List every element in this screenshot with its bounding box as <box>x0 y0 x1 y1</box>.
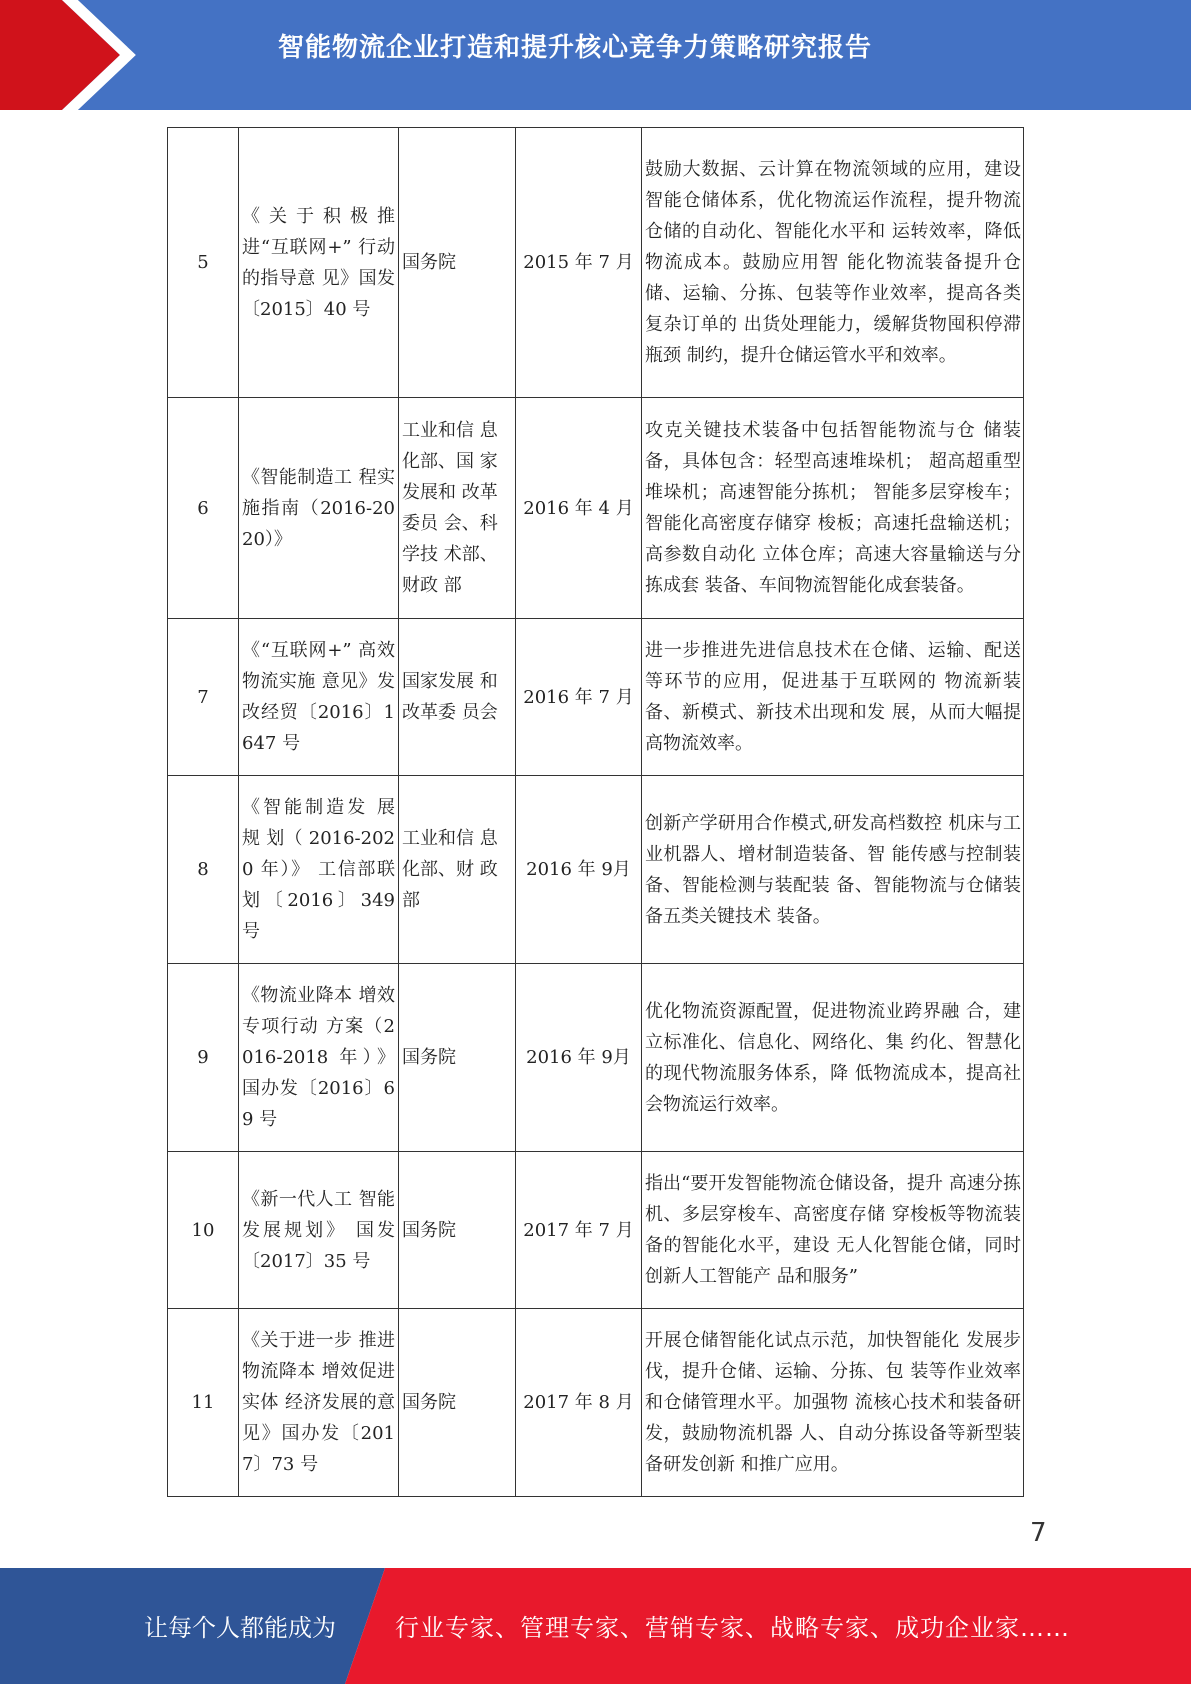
issue-date: 2016 年 9月 <box>516 964 642 1152</box>
table-row <box>168 1152 1024 1309</box>
policy-name: 《新一代人工 智能发展规划》 国发〔2017〕35 号 <box>239 1152 399 1309</box>
policy-name: 《关于积极推 进“互联网+” 行动的指导意 见》国发〔2015〕40 号 <box>239 128 399 398</box>
issue-date: 2015 年 7 月 <box>516 128 642 398</box>
policy-name: 《关于进一步 推进物流降本 增效促进实体 经济发展的意 见》国办发〔2017〕73 号 <box>239 1309 399 1497</box>
policy-content: 攻克关键技术装备中包括智能物流与仓 储装备，具体包含：轻型高速堆垛机； 超高超重型堆垛机；高速智能分拣机； 智能多层穿梭车；智能化高密度存储穿 梭板；高速托盘输送机；高参数自动化 立体仓库；高速大容量输送与分拣成套 装备、车间物流智能化成套装备。 <box>642 398 1024 619</box>
policy-name: 《物流业降本 增效专项行动 方案（2016-2018 年）》国办发〔2016〕69 号 <box>239 964 399 1152</box>
row-number: 10 <box>168 1152 239 1309</box>
table-row <box>168 964 1024 1152</box>
page-footer <box>0 1568 1191 1684</box>
issuing-department: 国务院 <box>399 964 516 1152</box>
issue-date: 2016 年 9月 <box>516 776 642 964</box>
policy-name: 《智能制造工 程实施指南（2016-2020）》 <box>239 398 399 619</box>
issuing-department: 工业和信 息化部、财 政部 <box>399 776 516 964</box>
header-arrow-decoration <box>0 0 200 110</box>
report-title: 智能物流企业打造和提升核心竞争力策略研究报告 <box>277 33 872 63</box>
footer-slogan-left: 让每个人都能成为 <box>144 1614 336 1642</box>
row-number: 5 <box>168 128 239 398</box>
table-row <box>168 398 1024 619</box>
table-row <box>168 776 1024 964</box>
row-number: 9 <box>168 964 239 1152</box>
issue-date: 2017 年 7 月 <box>516 1152 642 1309</box>
footer-slogan-right: 行业专家、管理专家、营销专家、战略专家、成功企业家…… <box>395 1614 1070 1642</box>
issue-date: 2016 年 4 月 <box>516 398 642 619</box>
policy-content: 创新产学研用合作模式,研发高档数控 机床与工业机器人、增材制造装备、智 能传感与控制装备、智能检测与装配装 备、智能物流与仓储装备五类关键技术 装备。 <box>642 776 1024 964</box>
policy-name: 《“互联网+” 高效物流实施 意见》发改经贸〔2016〕1647 号 <box>239 619 399 776</box>
issuing-department: 国务院 <box>399 1152 516 1309</box>
issuing-department: 工业和信 息化部、国 家发展和 改革委员 会、科学技 术部、财政 部 <box>399 398 516 619</box>
row-number: 6 <box>168 398 239 619</box>
policy-content: 指出“要开发智能物流仓储设备，提升 高速分拣机、多层穿梭车、高密度存储 穿梭板等物流装备的智能化水平，建设 无人化智能仓储，同时创新人工智能产 品和服务” <box>642 1152 1024 1309</box>
table-row <box>168 619 1024 776</box>
row-number: 8 <box>168 776 239 964</box>
policy-content: 优化物流资源配置，促进物流业跨界融 合，建立标准化、信息化、网络化、集 约化、智慧化的现代物流服务体系，降 低物流成本，提高社会物流运行效率。 <box>642 964 1024 1152</box>
issue-date: 2017 年 8 月 <box>516 1309 642 1497</box>
issuing-department: 国务院 <box>399 1309 516 1497</box>
row-number: 11 <box>168 1309 239 1497</box>
policy-content: 鼓励大数据、云计算在物流领域的应用，建设智能仓储体系，优化物流运作流程，提升物流仓储的自动化、智能化水平和 运转效率，降低物流成本。鼓励应用智 能化物流装备提升仓储、运输、分拣、包装等作业效率，提高各类复杂订单的 出货处理能力，缓解货物囤积停滞瓶颈 制约，提升仓储运管水平和效率。 <box>642 128 1024 398</box>
page-header <box>0 0 1191 110</box>
page-number: 7 <box>1030 1518 1047 1548</box>
table-row <box>168 128 1024 398</box>
policy-content: 进一步推进先进信息技术在仓储、运输、配送等环节的应用，促进基于互联网的 物流新装备、新模式、新技术出现和发 展，从而大幅提高物流效率。 <box>642 619 1024 776</box>
policy-table <box>167 127 1023 1497</box>
policy-name: 《智能制造发 展 规 划（ 2016-2020 年）》 工信部联 划〔2016〕349 号 <box>239 776 399 964</box>
issuing-department: 国务院 <box>399 128 516 398</box>
policy-content: 开展仓储智能化试点示范，加快智能化 发展步伐，提升仓储、运输、分拣、包 装等作业效率和仓储管理水平。加强物 流核心技术和装备研发，鼓励物流机器 人、自动分拣设备等新型装备研发创新 和推广应用。 <box>642 1309 1024 1497</box>
issuing-department: 国家发展 和改革委 员会 <box>399 619 516 776</box>
table-row <box>168 1309 1024 1497</box>
row-number: 7 <box>168 619 239 776</box>
issue-date: 2016 年 7 月 <box>516 619 642 776</box>
